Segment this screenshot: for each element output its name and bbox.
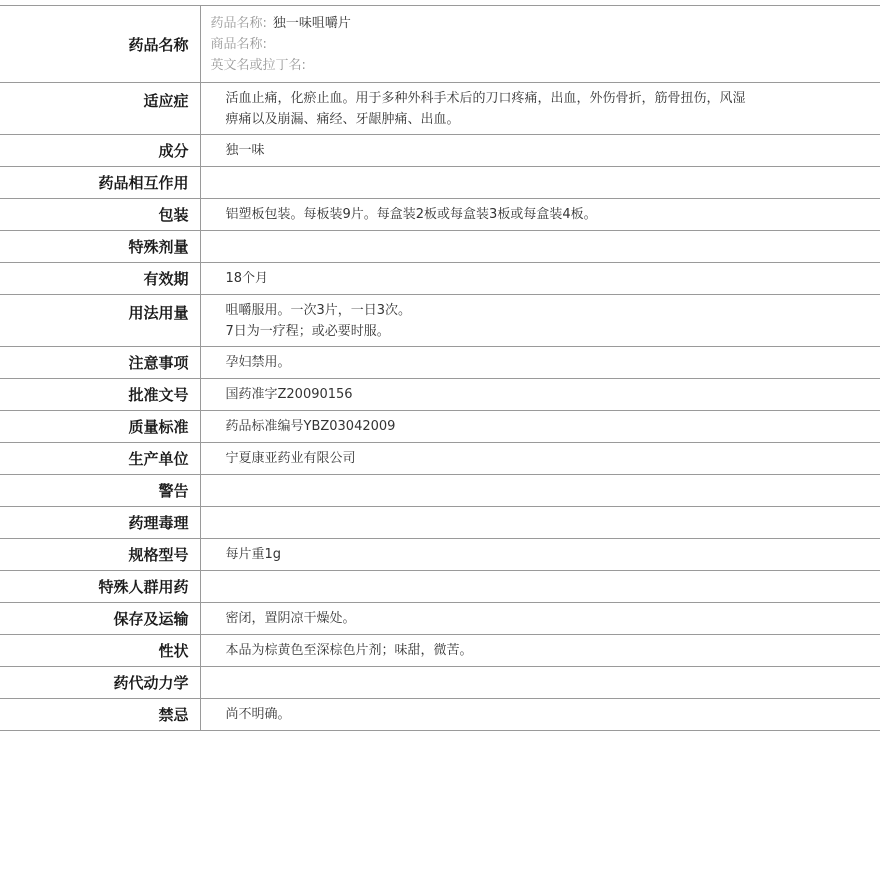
table-row-special-dosage: [0, 231, 880, 263]
row-label: 用法用量: [0, 295, 200, 347]
table-row-pharmacokinetics: [0, 667, 880, 699]
row-value: 18个月: [200, 263, 880, 295]
row-value: [200, 667, 880, 699]
table-row-precautions: [0, 347, 880, 379]
drug-spec-table: [0, 5, 880, 731]
row-label: 注意事项: [0, 347, 200, 379]
table-row-drug-name: [0, 6, 880, 83]
row-label: 批准文号: [0, 379, 200, 411]
generic-name-value: 独一味咀嚼片: [272, 15, 351, 31]
row-label: 警告: [0, 475, 200, 507]
row-label: 成分: [0, 135, 200, 167]
row-value: [200, 475, 880, 507]
table-row-contraindications: [0, 699, 880, 731]
table-row-specification: [0, 539, 880, 571]
row-value: 本品为棕黄色至深棕色片剂；味甜，微苦。: [200, 635, 880, 667]
table-row-quality-standard: [0, 411, 880, 443]
table-row-packaging: [0, 199, 880, 231]
row-value: 孕妇禁用。: [200, 347, 880, 379]
english-name-line: [211, 55, 880, 76]
row-label: 适应症: [0, 83, 200, 135]
row-value-line: 7日为一疗程；或必要时服。: [225, 324, 390, 339]
row-value: [200, 571, 880, 603]
row-label: 禁忌: [0, 699, 200, 731]
row-value: [200, 295, 880, 347]
row-value: [200, 83, 880, 135]
row-label: 性状: [0, 635, 200, 667]
row-label: 药品名称: [0, 6, 200, 83]
table-row-approval-number: [0, 379, 880, 411]
row-label: 药品相互作用: [0, 167, 200, 199]
row-label: 保存及运输: [0, 603, 200, 635]
row-value: [200, 507, 880, 539]
english-name-label: 英文名或拉丁名:: [210, 57, 306, 73]
table-row-indications: [0, 83, 880, 135]
generic-name-label: 药品名称:: [210, 15, 267, 31]
row-value-line: 痹痛以及崩漏、痛经、牙龈肿痛、出血。: [225, 112, 460, 127]
row-value-line: 咀嚼服用。一次3片，一日3次。: [225, 303, 412, 318]
row-label: 包装: [0, 199, 200, 231]
table-row-ingredients: [0, 135, 880, 167]
table-row-warning: [0, 475, 880, 507]
trade-name-label: 商品名称:: [210, 36, 267, 52]
trade-name-line: [211, 34, 880, 55]
table-row-manufacturer: [0, 443, 880, 475]
row-label: 药代动力学: [0, 667, 200, 699]
row-label: 有效期: [0, 263, 200, 295]
table-row-interactions: [0, 167, 880, 199]
row-value: 尚不明确。: [200, 699, 880, 731]
row-label: 特殊剂量: [0, 231, 200, 263]
row-value: 宁夏康亚药业有限公司: [200, 443, 880, 475]
table-row-storage: [0, 603, 880, 635]
row-label: 规格型号: [0, 539, 200, 571]
row-value: 药品标准编号YBZ03042009: [200, 411, 880, 443]
row-label: 药理毒理: [0, 507, 200, 539]
table-row-pharmacology: [0, 507, 880, 539]
row-value: [200, 167, 880, 199]
row-value: 独一味: [200, 135, 880, 167]
row-label: 生产单位: [0, 443, 200, 475]
table-row-special-populations: [0, 571, 880, 603]
row-value-line: 活血止痛，化瘀止血。用于多种外科手术后的刀口疼痛，出血，外伤骨折，筋骨扭伤，风湿: [225, 91, 746, 106]
drug-name-cell: [200, 6, 880, 83]
row-label: 特殊人群用药: [0, 571, 200, 603]
row-value: 密闭，置阴凉干燥处。: [200, 603, 880, 635]
row-value: 国药准字Z20090156: [200, 379, 880, 411]
table-row-description: [0, 635, 880, 667]
row-value: 每片重1g: [200, 539, 880, 571]
table-row-dosage: [0, 295, 880, 347]
row-label: 质量标准: [0, 411, 200, 443]
row-value: 铝塑板包装。每板装9片。每盒装2板或每盒装3板或每盒装4板。: [200, 199, 880, 231]
row-value: [200, 231, 880, 263]
table-row-shelf-life: [0, 263, 880, 295]
generic-name-line: [211, 13, 880, 34]
